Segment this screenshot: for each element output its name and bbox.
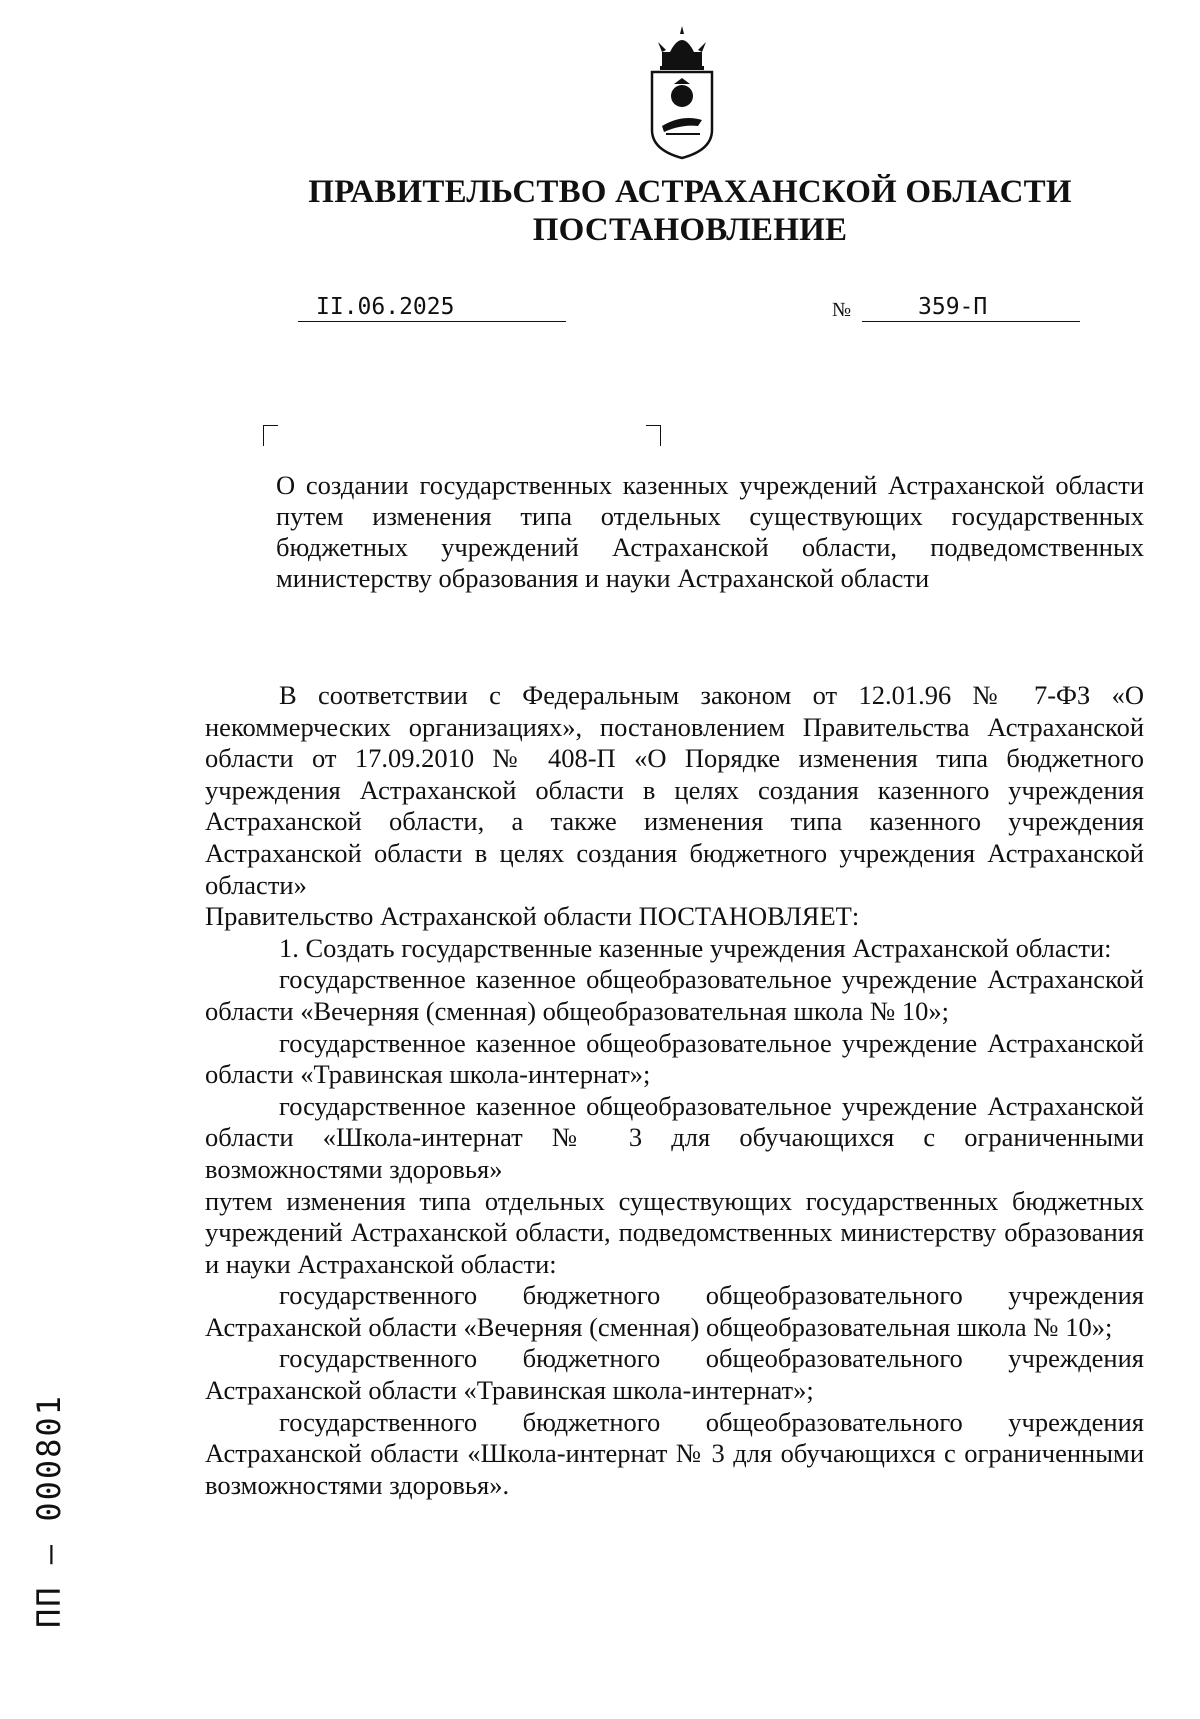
paragraph-item-1: 1. Создать государственные казенные учреждения Астраханской области:: [279, 932, 1112, 963]
paragraph-institution: государственное казенное общеобразовательное учреждение Астраханской области «Школа-интернат № 3 для обучающихся с ограниченными возможностями здоровья»: [205, 1090, 1144, 1184]
org-title: ПРАВИТЕЛЬСТВО АСТРАХАНСКОЙ ОБЛАСТИ: [308, 174, 1072, 210]
corner-mark-left: [263, 425, 278, 446]
paragraph-preamble: В соответствии с Федеральным законом от 12.01.96 № 7-ФЗ «О некоммерческих организациях», постановлением Правительства Астраханской области от 17.09.2010 № 408-П «О Порядке изменения типа бюджетного учреждения Астраханской области в целях создания казенного учреждения Астраханской области, а также изменения типа казенного учреждения Астраханской области в целях создания бюджетного учреждения Астраханской области»: [205, 680, 1144, 900]
doc-type: ПОСТАНОВЛЕНИЕ: [532, 212, 848, 248]
paragraph-by-changing-type: путем изменения типа отдельных существующих государственных бюджетных учреждений Астраханской области, подведомственных министерству образования и науки Астраханской области:: [205, 1185, 1144, 1279]
paragraph-institution: государственное казенное общеобразовательное учреждение Астраханской области «Травинская школа-интернат»;: [205, 1027, 1144, 1090]
paragraph-institution: государственного бюджетного общеобразовательного учреждения Астраханской области «Вечерняя (сменная) общеобразовательная школа № 10»;: [205, 1280, 1144, 1342]
corner-mark-right: [646, 425, 661, 446]
doc-number: 359-П: [862, 292, 1080, 322]
paragraph-institution: государственное казенное общеобразовательное учреждение Астраханской области «Вечерняя (сменная) общеобразовательная школа № 10»;: [205, 964, 1144, 1026]
number-label: №: [832, 299, 852, 321]
document-subject: О создании государственных казенных учреждений Астраханской области путем изменения типа отдельных существующих государственных бюджетных учреждений Астраханской области, подведомственных министерству образования и науки Астраханской области: [276, 470, 1144, 593]
coat-of-arms-icon: [640, 22, 724, 164]
paragraph-institution: государственного бюджетного общеобразовательного учреждения Астраханской области «Травинская школа-интернат»;: [205, 1343, 1144, 1406]
doc-date: II.06.2025: [298, 292, 566, 322]
paragraph-resolves: Правительство Астраханской области ПОСТАНОВЛЯЕТ:: [205, 901, 860, 932]
form-serial-number: ПП – 000801: [30, 1394, 68, 1628]
document-body: [205, 680, 1144, 1501]
paragraph-institution: государственного бюджетного общеобразовательного учреждения Астраханской области «Школа-интернат № 3 для обучающихся с ограниченными возможностями здоровья».: [205, 1406, 1144, 1500]
